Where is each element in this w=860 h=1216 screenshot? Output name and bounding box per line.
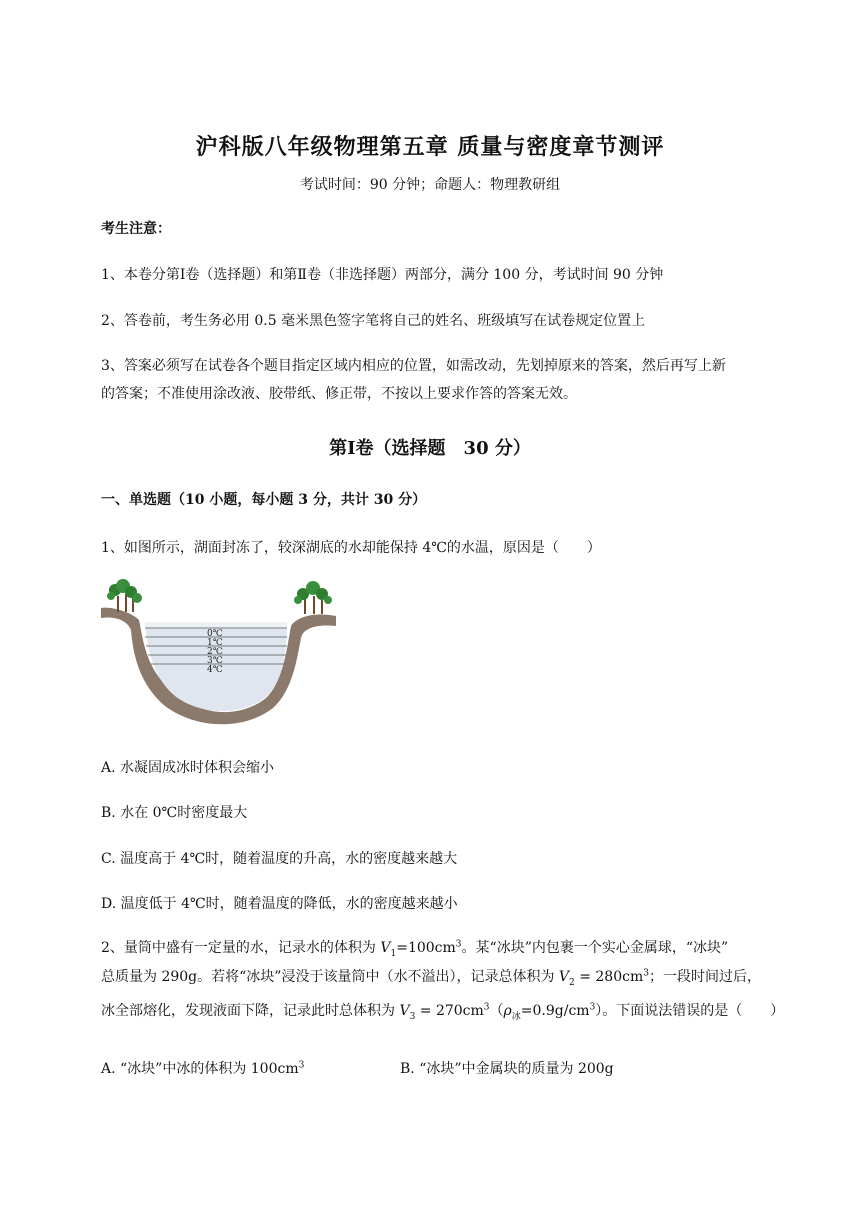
question-2-line-1	[101, 937, 728, 959]
tree-icon	[294, 581, 332, 614]
var-rho-sub: 冰	[511, 1011, 521, 1022]
q2-option-a	[101, 1058, 304, 1078]
part-heading: 一、单选题（10 小题，每小题 3 分，共计 30 分）	[101, 492, 427, 508]
temp-label-4: 4℃	[207, 665, 223, 675]
q2-text: 总质量为 290g。若将“冰块”浸没于该量筒中（水不溢出），记录总体积为	[101, 969, 559, 985]
var-v2: V	[558, 969, 570, 985]
temp-label-3: 3℃	[207, 656, 223, 666]
temp-label-2: 2℃	[207, 647, 223, 657]
unit-sup: 3	[643, 968, 649, 979]
q1-option-d: D. 温度低于 4℃时，随着温度的降低，水的密度越来越小	[101, 896, 458, 912]
temp-label-0: 0℃	[207, 629, 223, 639]
q2-option-b: B. “冰块”中金属块的质量为 200g	[400, 1061, 614, 1077]
q2-text: ）。下面说法错误的是（ ）	[595, 1003, 785, 1019]
var-rho: ρ	[503, 1003, 512, 1019]
q1-option-b: B. 水在 0℃时密度最大	[101, 805, 248, 821]
question-2-line-3	[101, 1000, 784, 1022]
q1-option-a: A. 水凝固成冰时体积会缩小	[101, 760, 275, 776]
q2-text: =0.9g/cm	[520, 1003, 590, 1019]
q2-text: = 270cm	[415, 1003, 484, 1019]
lake-figure	[101, 578, 336, 728]
q2-text: =100cm	[396, 940, 456, 956]
temp-label-1: 1℃	[207, 638, 223, 648]
q2-text: = 280cm	[574, 969, 644, 985]
question-2-line-2	[101, 966, 761, 988]
exam-info: 考试时间：90 分钟；命题人：物理教研组	[299, 177, 561, 193]
notice-item-3-line-1: 3、答案必须写在试卷各个题目指定区域内相应的位置，如需改动，先划掉原来的答案，然后再写上新	[101, 358, 726, 374]
notice-item-3-line-2: 的答案；不准使用涂改液、胶带纸、修正带，不按以上要求作答的答案无效。	[101, 386, 577, 402]
q2-text: 冰全部熔化，发现液面下降，记录此时总体积为	[101, 1003, 400, 1019]
var-v1-sub: 1	[390, 948, 397, 959]
notice-heading: 考生注意：	[101, 221, 171, 237]
unit-sup: 3	[483, 1002, 490, 1013]
section-title: 第Ⅰ卷（选择题 30 分）	[329, 438, 531, 459]
question-1-stem: 1、如图所示，湖面封冻了，较深湖底的水却能保持 4℃的水温，原因是（ ）	[101, 540, 601, 556]
tree-icon	[107, 579, 142, 612]
q2-option-a-text: A. “冰块”中冰的体积为 100cm	[101, 1061, 299, 1077]
q2-text: 2、量筒中盛有一定量的水，记录水的体积为	[101, 940, 381, 956]
notice-item-2: 2、答卷前，考生务必用 0.5 毫米黑色签字笔将自己的姓名、班级填写在试卷规定位置上	[101, 313, 646, 329]
q2-text: （	[489, 1003, 504, 1019]
var-v3: V	[399, 1003, 410, 1019]
page-title: 沪科版八年级物理第五章 质量与密度章节测评	[195, 134, 665, 160]
notice-item-1: 1、本卷分第Ⅰ卷（选择题）和第Ⅱ卷（非选择题）两部分，满分 100 分，考试时间 90 分钟	[101, 267, 664, 283]
q1-option-c: C. 温度高于 4℃时，随着温度的升高，水的密度越来越大	[101, 851, 458, 867]
unit-sup: 3	[455, 939, 462, 950]
q2-text: ；一段时间过后，	[648, 969, 761, 985]
var-v3-sub: 3	[409, 1011, 416, 1022]
var-v1: V	[380, 940, 391, 956]
unit-sup: 3	[298, 1060, 305, 1071]
q2-text: 。某“冰块”内包裹一个实心金属球，“冰块”	[461, 940, 729, 956]
var-v2-sub: 2	[569, 977, 575, 988]
unit-sup: 3	[589, 1002, 596, 1013]
